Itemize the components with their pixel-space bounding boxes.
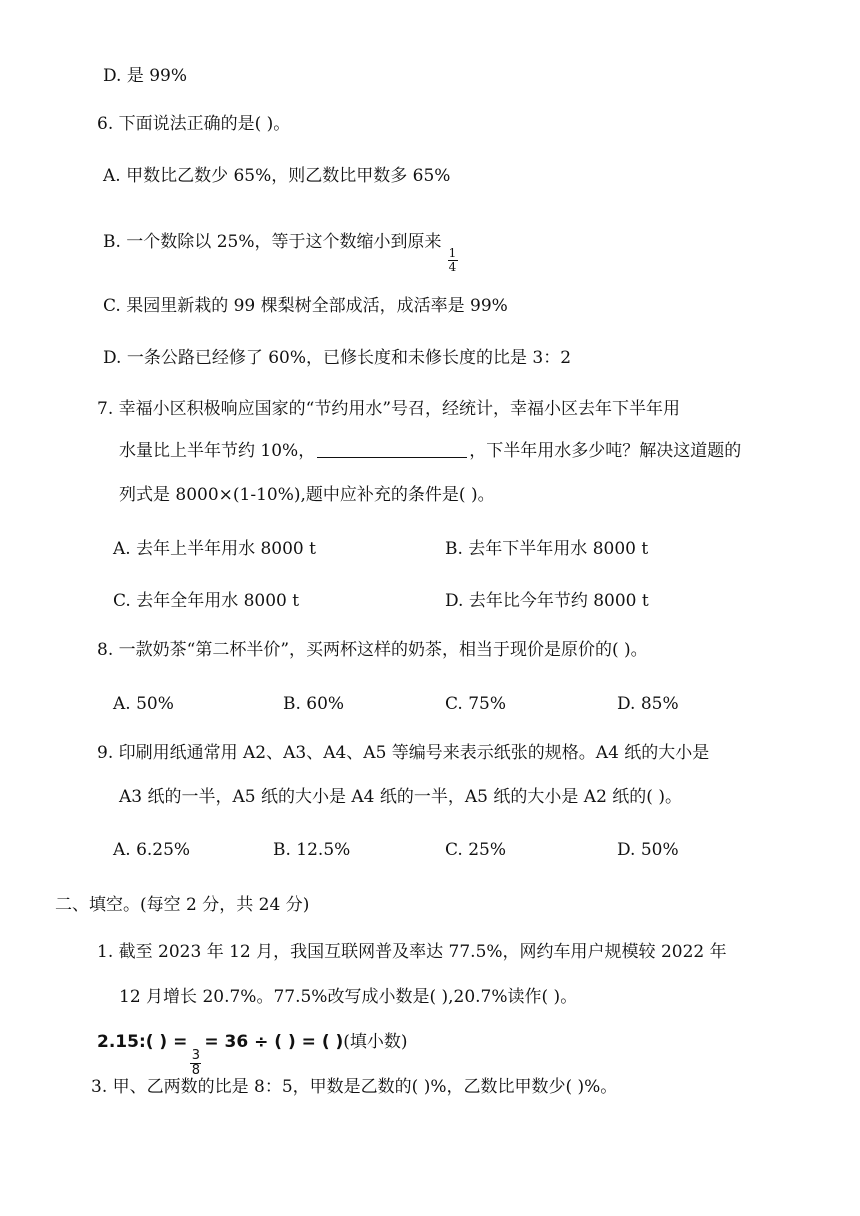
f2-equation-before: 2.15:( ) =: [97, 1032, 188, 1052]
q6-option-c: C. 果园里新栽的 99 棵梨树全部成活，成活率是 99%: [103, 296, 508, 316]
q9-stem-line2: A3 纸的一半，A5 纸的大小是 A4 纸的一半，A5 纸的大小是 A2 纸的( )。: [119, 787, 682, 807]
f3-stem: 3. 甲、乙两数的比是 8：5，甲数是乙数的( )%，乙数比甲数少( )%。: [91, 1077, 618, 1097]
fraction-numerator: 1: [448, 246, 457, 260]
q5-option-d: D. 是 99%: [103, 66, 188, 86]
f2-equation-after: = 36 ÷ ( ) = ( ): [204, 1032, 344, 1052]
q6-option-a: A. 甲数比乙数少 65%，则乙数比甲数多 65%: [103, 166, 451, 186]
q8-option-d: D. 85%: [617, 694, 679, 714]
q7-stem-line3: 列式是 8000×(1-10%),题中应补充的条件是( )。: [119, 485, 495, 505]
q6-stem: 6. 下面说法正确的是( )。: [97, 114, 291, 134]
q6-option-b: [103, 230, 458, 274]
q7-stem-line2: [119, 439, 741, 463]
f1-stem-line1: 1. 截至 2023 年 12 月，我国互联网普及率达 77.5%，网约车用户规模较 2022 年: [97, 942, 727, 962]
q7-option-b: B. 去年下半年用水 8000 t: [445, 539, 649, 559]
q9-option-c: C. 25%: [445, 840, 506, 860]
answer-blank: [317, 439, 467, 458]
q8-option-b: B. 60%: [283, 694, 345, 714]
q6-option-d: D. 一条公路已经修了 60%，已修长度和未修长度的比是 3：2: [103, 348, 572, 368]
fraction-numerator: 3: [191, 1048, 201, 1063]
q7-stem-line1: 7. 幸福小区积极响应国家的“节约用水”号召，经统计，幸福小区去年下半年用: [97, 399, 681, 419]
q7-line2-after: ，下半年用水多少吨？解决这道题的: [469, 441, 742, 461]
fraction: [190, 1049, 201, 1078]
q8-option-a: A. 50%: [113, 694, 174, 714]
fraction-denominator: 8: [191, 1063, 201, 1078]
q7-option-c: C. 去年全年用水 8000 t: [113, 591, 300, 611]
f2-note: (填小数): [343, 1032, 408, 1052]
q6-option-b-text: B. 一个数除以 25%，等于这个数缩小到原来: [103, 232, 442, 252]
f1-stem-line2: 12 月增长 20.7%。77.5%改写成小数是( ),20.7%读作( )。: [119, 987, 578, 1007]
q8-option-c: C. 75%: [445, 694, 506, 714]
fraction: [448, 247, 458, 274]
q7-line2-before: 水量比上半年节约 10%，: [119, 441, 316, 461]
q7-option-a: A. 去年上半年用水 8000 t: [113, 539, 316, 559]
fraction-denominator: 4: [448, 260, 457, 274]
q7-option-d: D. 去年比今年节约 8000 t: [445, 591, 649, 611]
q9-option-b: B. 12.5%: [273, 840, 351, 860]
q8-stem: 8. 一款奶茶“第二杯半价”，买两杯这样的奶茶，相当于现价是原价的( )。: [97, 640, 648, 660]
f2-equation: [97, 1030, 408, 1078]
q9-stem-line1: 9. 印刷用纸通常用 A2、A3、A4、A5 等编号来表示纸张的规格。A4 纸的大小是: [97, 743, 710, 763]
q9-option-d: D. 50%: [617, 840, 679, 860]
section-heading: 二、填空。(每空 2 分，共 24 分): [55, 895, 310, 915]
q9-option-a: A. 6.25%: [113, 840, 191, 860]
